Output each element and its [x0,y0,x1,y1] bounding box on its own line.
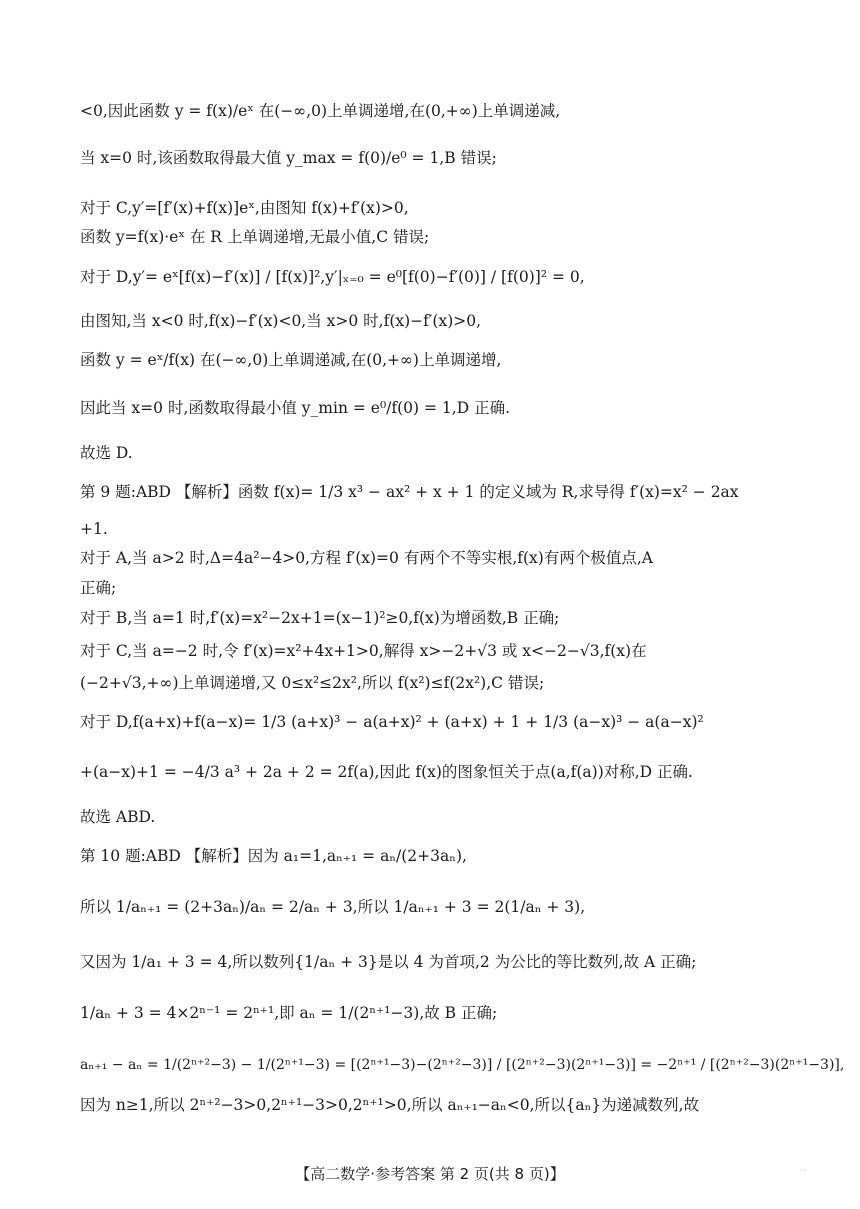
text-line: <0,因此函数 y = f(x)/eˣ 在(−∞,0)上单调递增,在(0,+∞)上单调递减, [80,102,561,120]
text-line: 第 10 题:ABD 【解析】因为 a₁=1,aₙ₊₁ = aₙ/(2+3aₙ), [80,847,467,865]
text-line: 故选 ABD. [80,808,156,826]
text-line: 由图知,当 x<0 时,f(x)−f′(x)<0,当 x>0 时,f(x)−f′(x)>0, [80,312,482,330]
text-line: +1. [80,520,108,538]
corner-mark: ·· [800,1166,806,1176]
text-line: 所以 1/aₙ₊₁ = (2+3aₙ)/aₙ = 2/aₙ + 3,所以 1/aₙ₊₁ + 3 = 2(1/aₙ + 3), [80,898,586,916]
text-line: 因为 n≥1,所以 2ⁿ⁺²−3>0,2ⁿ⁺¹−3>0,2ⁿ⁺¹>0,所以 aₙ₊₁−aₙ<0,所以{aₙ}为递减数列,故 [80,1096,700,1114]
text-line: 对于 D,y′= eˣ[f(x)−f′(x)] / [f(x)]²,y′|ₓ₌₀ = e⁰[f(0)−f′(0)] / [f(0)]² = 0, [80,268,585,286]
text-line: 故选 D. [80,444,133,462]
text-line: 正确; [80,579,117,597]
text-line: 对于 C,当 a=−2 时,令 f′(x)=x²+4x+1>0,解得 x>−2+√3 或 x<−2−√3,f(x)在 [80,642,647,660]
text-line: 因此当 x=0 时,函数取得最小值 y_min = e⁰/f(0) = 1,D 正确. [80,399,510,417]
text-line: 对于 D,f(a+x)+f(a−x)= 1/3 (a+x)³ − a(a+x)² + (a+x) + 1 + 1/3 (a−x)³ − a(a−x)² [80,713,704,731]
text-line: aₙ₊₁ − aₙ = 1/(2ⁿ⁺²−3) − 1/(2ⁿ⁺¹−3) = [(2ⁿ⁺¹−3)−(2ⁿ⁺²−3)] / [(2ⁿ⁺²−3)(2ⁿ⁺¹−3)] = −2ⁿ⁺¹ / [(2ⁿ⁺²−3)(2ⁿ⁺¹−3)], [80,1057,845,1073]
text-line: 对于 B,当 a=1 时,f′(x)=x²−2x+1=(x−1)²≥0,f(x)为增函数,B 正确; [80,609,560,627]
text-line: 又因为 1/a₁ + 3 = 4,所以数列{1/aₙ + 3}是以 4 为首项,2 为公比的等比数列,故 A 正确; [80,953,697,971]
text-line: 对于 A,当 a>2 时,Δ=4a²−4>0,方程 f′(x)=0 有两个不等实根,f(x)有两个极值点,A [80,549,653,567]
text-line: 1/aₙ + 3 = 4×2ⁿ⁻¹ = 2ⁿ⁺¹,即 aₙ = 1/(2ⁿ⁺¹−3),故 B 正确; [80,1004,498,1022]
text-line: 第 9 题:ABD 【解析】函数 f(x)= 1/3 x³ − ax² + x + 1 的定义域为 R,求导得 f′(x)=x² − 2ax [80,483,739,501]
text-line: 函数 y=f(x)·eˣ 在 R 上单调递增,无最小值,C 错误; [80,228,430,246]
text-line: (−2+√3,+∞)上单调递增,又 0≤x²≤2x²,所以 f(x²)≤f(2x²),C 错误; [80,674,545,692]
page-footer: 【高二数学·参考答案 第 2 页(共 8 页)】 [295,1165,565,1183]
text-line: 对于 C,y′=[f′(x)+f(x)]eˣ,由图知 f(x)+f′(x)>0, [80,199,409,217]
text-line: 当 x=0 时,该函数取得最大值 y_max = f(0)/e⁰ = 1,B 错误; [80,149,497,167]
text-line: +(a−x)+1 = −4/3 a³ + 2a + 2 = 2f(a),因此 f(x)的图象恒关于点(a,f(a))对称,D 正确. [80,763,693,781]
text-line: 函数 y = eˣ/f(x) 在(−∞,0)上单调递减,在(0,+∞)上单调递增, [80,351,502,369]
